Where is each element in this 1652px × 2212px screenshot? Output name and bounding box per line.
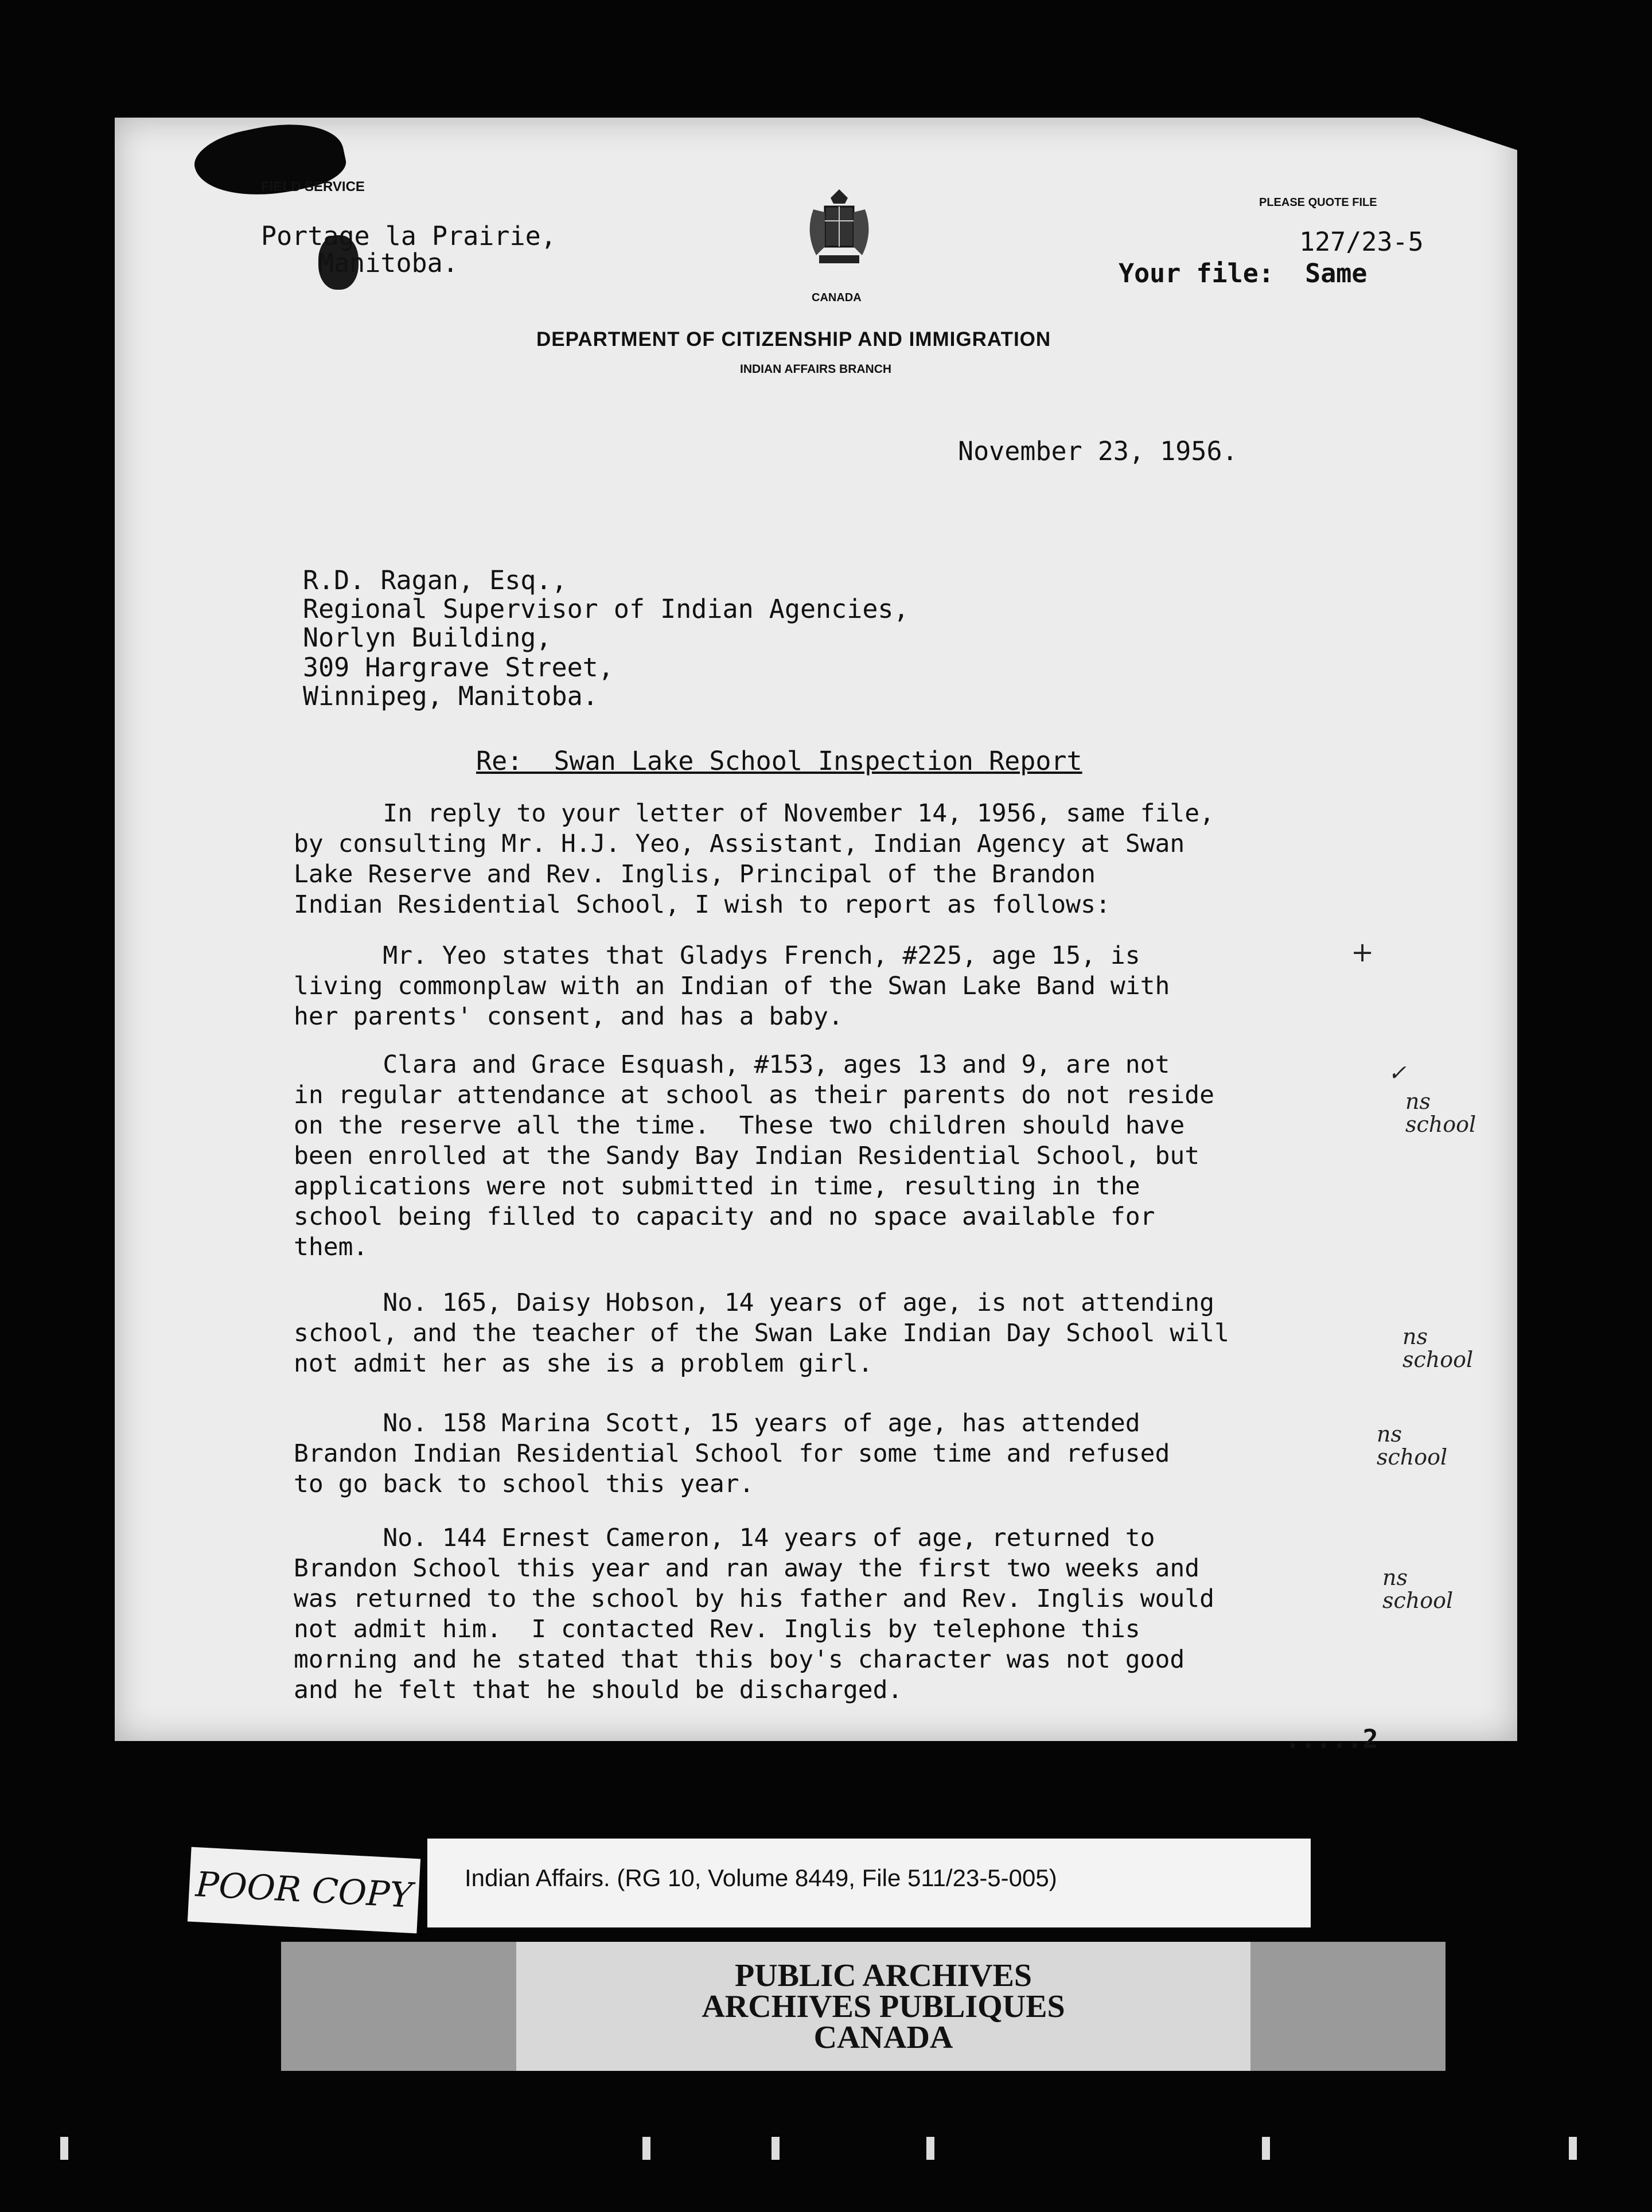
body-paragraph: No. 158 Marina Scott, 15 years of age, has attended Brandon Indian Residential School for some time and refused to go back to school this year.	[294, 1409, 1170, 1498]
recipient-line: R.D. Ragan, Esq.,	[303, 565, 567, 595]
recipient-line: 309 Hargrave Street,	[303, 652, 614, 683]
coat-of-arms-icon	[802, 186, 876, 290]
margin-note: +	[1351, 936, 1374, 968]
body-paragraph: Clara and Grace Esquash, #153, ages 13 and 9, are not in regular attendance at school as their parents do not reside on the reserve all the time. These two children should have been enrolled at the Sandy Bay Indian Residential School, but applications were not submitted in time, resulting in the school being filled to capacity and no space available for them.	[294, 1050, 1215, 1261]
archive-line-3: CANADA	[813, 2019, 953, 2055]
margin-note: ns school	[1402, 1324, 1474, 1372]
location-line-2: Manitoba.	[318, 248, 458, 278]
margin-note: ns school	[1377, 1422, 1448, 1470]
film-mark	[772, 2137, 780, 2160]
location-line-1: Portage la Prairie,	[261, 221, 556, 251]
recipient-line: Winnipeg, Manitoba.	[303, 681, 598, 711]
archive-line-2: ARCHIVES PUBLIQUES	[702, 1988, 1065, 2024]
margin-note: ✓	[1388, 1060, 1406, 1085]
department-name: DEPARTMENT OF CITIZENSHIP AND IMMIGRATION	[536, 328, 1051, 351]
film-mark	[60, 2137, 68, 2160]
film-mark	[926, 2137, 934, 2160]
reference-label	[427, 1839, 1311, 1927]
recipient-line: Norlyn Building,	[303, 622, 552, 653]
subject-line: Re: Swan Lake School Inspection Report	[476, 746, 1082, 776]
reference-text: Indian Affairs. (RG 10, Volume 8449, File 511/23-5-005)	[465, 1864, 1057, 1891]
file-number: 127/23-5	[1299, 227, 1424, 257]
body-paragraph: In reply to your letter of November 14, 1956, same file, by consulting Mr. H.J. Yeo, Assistant, Indian Agency at Swan Lake Reserve and Rev. Inglis, Principal of the Brandon Indian Residential School, I wish to report as follows:	[294, 799, 1215, 919]
body-paragraph: No. 165, Daisy Hobson, 14 years of age, is not attending school, and the teacher of the Swan Lake Indian Day School will not admit her as she is a problem girl.	[294, 1288, 1229, 1378]
poor-copy-label: POOR COPY	[188, 1847, 420, 1934]
margin-note: ns school	[1382, 1565, 1454, 1613]
field-service-label: FIELD SERVICE	[261, 179, 365, 194]
body-paragraph: Mr. Yeo states that Gladys French, #225, age 15, is living commonplaw with an Indian of the Swan Lake Band with her parents' consent, and has a baby.	[294, 941, 1170, 1031]
body-paragraph: No. 144 Ernest Cameron, 14 years of age, returned to Brandon School this year and ran away the first two weeks and was returned to the school by his father and Rev. Inglis would not admit him. I contacted Rev. Inglis by telephone this morning and he stated that this boy's character was not good and he felt that he should be discharged.	[294, 1524, 1215, 1704]
letter-date: November 23, 1956.	[958, 436, 1238, 466]
film-mark	[1569, 2137, 1577, 2160]
page-continuation: .....2	[1285, 1724, 1378, 1754]
please-quote-file-label: PLEASE QUOTE FILE	[1259, 196, 1377, 209]
film-mark	[1262, 2137, 1270, 2160]
branch-name: INDIAN AFFAIRS BRANCH	[740, 363, 892, 376]
canada-label: CANADA	[812, 291, 862, 304]
archive-stamp	[516, 1942, 1250, 2071]
recipient-line: Regional Supervisor of Indian Agencies,	[303, 594, 909, 624]
your-file: Your file: Same	[1119, 258, 1367, 289]
film-mark	[642, 2137, 650, 2160]
archive-line-1: PUBLIC ARCHIVES	[734, 1957, 1032, 1993]
margin-note: ns school	[1405, 1089, 1476, 1137]
